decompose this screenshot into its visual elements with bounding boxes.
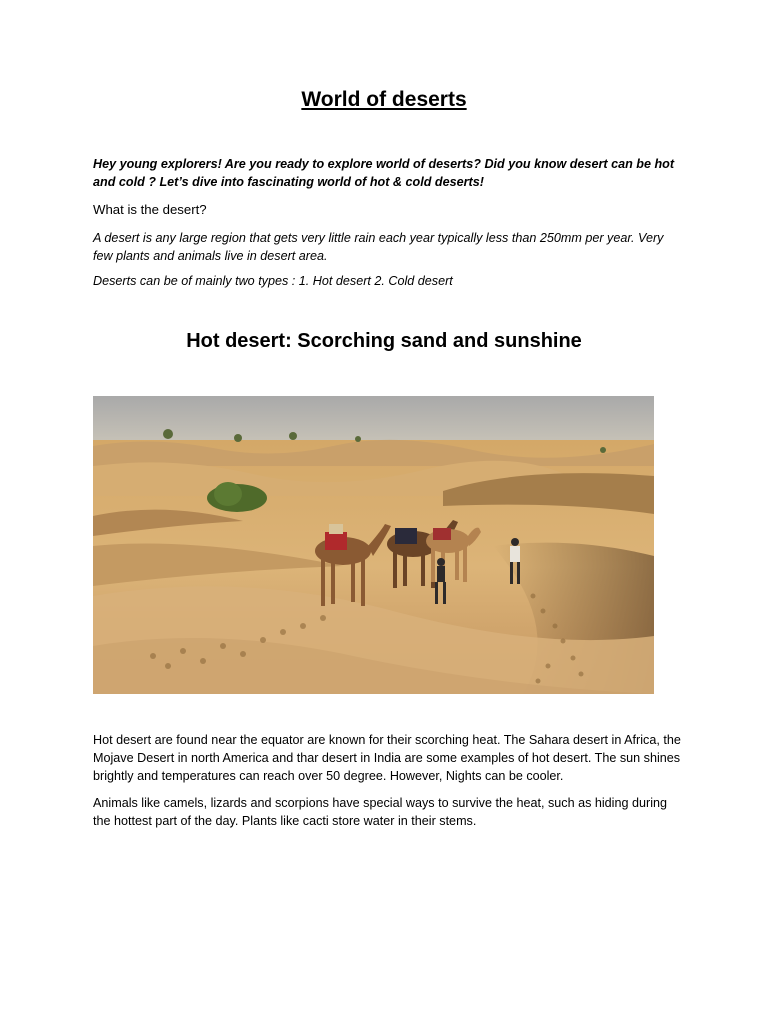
- intro-paragraph: Hey young explorers! Are you ready to explore world of deserts? Did you know desert can be hot and cold ? Let’s dive into fascinating world of hot & cold deserts!: [93, 157, 675, 189]
- desert-camel-photo: [93, 396, 654, 694]
- definition-paragraph: A desert is any large region that gets very little rain each year typically less than 250mm per year. Very few plants and animals live in desert area.: [93, 231, 664, 263]
- desert-types-line: Deserts can be of mainly two types : 1. Hot desert 2. Cold desert: [93, 274, 453, 288]
- question-heading: What is the desert?: [93, 202, 207, 217]
- hot-desert-paragraph-1: Hot desert are found near the equator are known for their scorching heat. The Sahara desert in Africa, the Mojave Desert in north America and thar desert in India are some examples of hot desert. The sun shines brightly and temperatures can reach over 50 degree. However, Nights can be cooler.: [93, 733, 681, 783]
- hot-desert-heading: Hot desert: Scorching sand and sunshine: [186, 330, 582, 352]
- page-title: World of deserts: [301, 88, 467, 111]
- hot-desert-paragraph-2: Animals like camels, lizards and scorpions have special ways to survive the heat, such as hiding during the hottest part of the day. Plants like cacti store water in their stems.: [93, 796, 667, 828]
